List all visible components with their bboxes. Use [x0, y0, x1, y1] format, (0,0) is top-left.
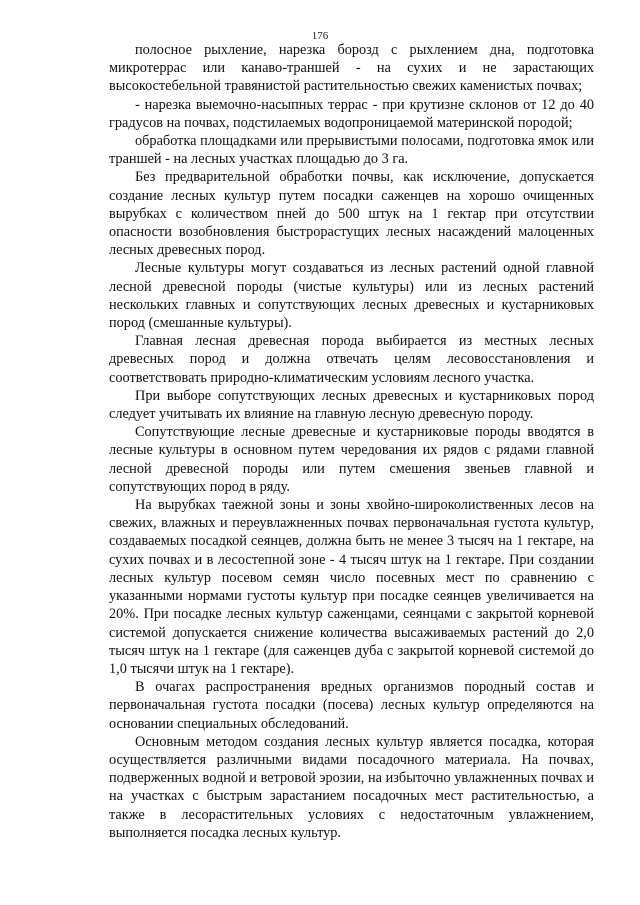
paragraph-4: Без предварительной обработки почвы, как исключение, допускается создание лесных культур путем посадки саженцев на хорошо очищенных вырубках с количеством пней до 500 штук на 1 гектар при отсутствии опасности возобновления быстрорастущих лесных насаждений малоценных лесных древесных пород. [109, 169, 594, 259]
paragraph-8: Сопутствующие лесные древесные и кустарниковые породы вводятся в лесные культуры в основном путем чередования их рядов с рядами главной лесной древесной породы или путем смешения звеньев главной и сопутствующих пород в ряду. [109, 424, 594, 495]
paragraph-11: Основным методом создания лесных культур является посадка, которая осуществляется различными видами посадочного материала. На почвах, подверженных водной и ветровой эрозии, на избыточно увлажненных почвах и на участках с быстрым зарастанием посадочных мест растительностью, а также в лесорастительных условиях с недостаточным увлажнением, выполняется посадка лесных культур. [109, 733, 594, 841]
paragraph-3: обработка площадками или прерывистыми полосами, подготовка ямок или траншей - на лесных участках площадью до 3 га. [109, 133, 594, 168]
page-body [109, 41, 594, 842]
paragraph-7: При выборе сопутствующих лесных древесных и кустарниковых пород следует учитывать их влияние на главную лесную древесную породу. [109, 387, 594, 423]
paragraph-1: полосное рыхление, нарезка борозд с рыхлением дна, подготовка микротеррас или канаво-траншей - на сухих и не зарастающих высокостебельной травянистой растительностью свежих каменистых почвах; [109, 42, 594, 95]
paragraph-10: В очагах распространения вредных организмов породный состав и первоначальная густота посадки (посева) лесных культур определяются на основании специальных обследований. [109, 679, 594, 732]
paragraph-6: Главная лесная древесная порода выбирается из местных лесных древесных пород и должна отвечать целям лесовосстановления и соответствовать природно-климатическим условиям лесного участка. [109, 333, 594, 386]
paragraph-9: На вырубках таежной зоны и зоны хвойно-широколиственных лесов на свежих, влажных и переувлажненных почвах первоначальная густота культур, создаваемых посадкой сеянцев, должна быть не менее 3 тысяч на 1 гектаре, на сухих почвах и в лесостепной зоне - 4 тысяч штук на 1 гектаре. При создании лесных культур посевом семян число посевных мест по сравнению с указанными нормами густоты культур при посадке сеянцев увеличивается на 20%. При посадке лесных культур саженцами, сеянцами с закрытой корневой системой допускается снижение количества высаживаемых растений до 2,0 тысяч штук на 1 гектаре (для саженцев дуба с закрытой корневой системой до 1,0 тысячи штук на 1 гектаре). [109, 497, 594, 677]
paragraph-5: Лесные культуры могут создаваться из лесных растений одной главной лесной древесной породы (чистые культуры) или из лесных растений нескольких главных и сопутствующих лесных древесных и кустарниковых пород (смешанные культуры). [109, 260, 594, 332]
paragraph-2: - нарезка выемочно-насыпных террас - при крутизне склонов от 12 до 40 градусов на почвах, подстилаемых водопроницаемой материнской породой; [109, 96, 594, 131]
page-number: 176 [311, 30, 329, 42]
